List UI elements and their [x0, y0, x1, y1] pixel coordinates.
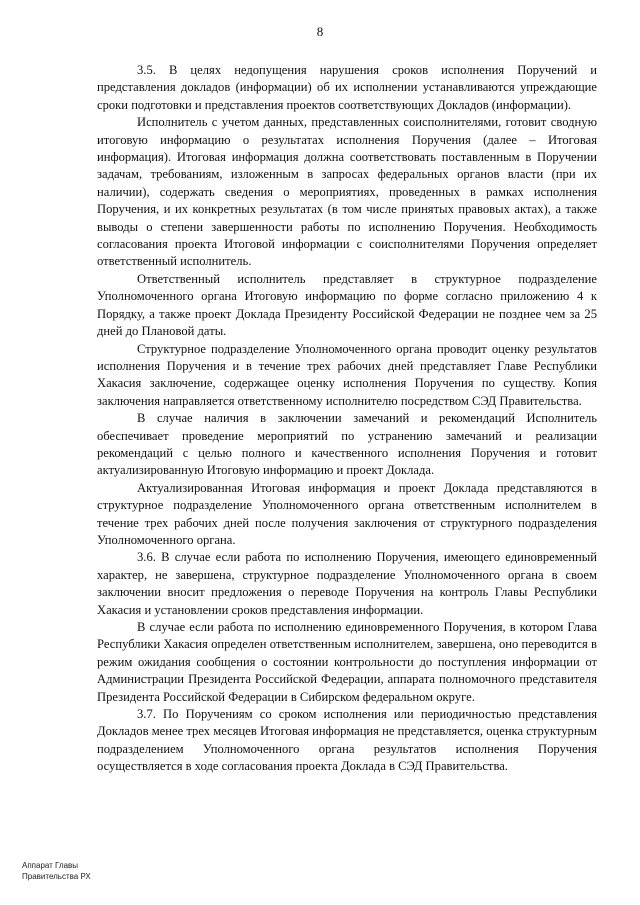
paragraph-final-information: Исполнитель с учетом данных, представленных соисполнителями, готовит сводную итоговую информацию о результатах исполнения Поручения (далее – Итоговая информация). Итоговая информация должна соответствовать поставленным в Поручении задачам, требованиям, изложенным в запросах федеральных органов власти (при их наличии), содержать сведения о мероприятиях, проведенных в рамках исполнения Поручения, и их конкретных результатах (в том числе принятых правовых актах), а также выводы о степени завершенности работы по исполнению Поручения. Необходимость согласования проекта Итоговой информации с соисполнителями Поручения определяет ответственный исполнитель. [97, 115, 597, 269]
paragraph-updated-information: Актуализированная Итоговая информация и проект Доклада представляются в структурное подразделение Уполномоченного органа ответственным исполнителем в течение трех рабочих дней после получения заключения от структурного подразделения Уполномоченного органа. [97, 480, 597, 547]
paragraph-evaluation: Структурное подразделение Уполномоченного органа проводит оценку результатов исполнения Поручения и в течение трех рабочих дней представляет Главе Республики Хакасия заключение, содержащее оценку исполнения Поручения по существу. Копия заключения направляется ответственному исполнителю посредством СЭД Правительства. [97, 341, 597, 408]
paragraph-3-5: 3.5. В целях недопущения нарушения сроков исполнения Поручений и представления докладов (информации) об их исполнении устанавливаются упреждающие сроки подготовки и представления проектов соответствующих Докладов (информации). [97, 63, 597, 112]
paragraph-3-7: 3.7. По Поручениям со сроком исполнения или периодичностью представления Докладов менее трех месяцев Итоговая информация не представляется, оценка структурным подразделением Уполномоченного органа результатов исполнения Поручения осуществляется в ходе согласования проекта Доклада в СЭД Правительства. [97, 707, 597, 774]
page-number: 8 [316, 24, 324, 39]
footer-line-1: Аппарат Главы [22, 861, 79, 870]
footer-line-2: Правительства РХ [22, 872, 91, 881]
paragraph-3-6: 3.6. В случае если работа по исполнению Поручения, имеющего единовременный характер, не завершена, структурное подразделение Уполномоченного органа в своем заключении вносит предложения о переводе Поручения на контроль Главы Республики Хакасия и установлении сроков представления информации. [97, 550, 597, 617]
paragraph-remarks: В случае наличия в заключении замечаний и рекомендаций Исполнитель обеспечивает проведение мероприятий по устранению замечаний и реализации рекомендаций с целью полного и качественного исполнения Поручения и готовит актуализированную Итоговую информацию и проект Доклада. [97, 411, 597, 478]
body-text [97, 62, 597, 776]
paragraph-submission: Ответственный исполнитель представляет в структурное подразделение Уполномоченного органа Итоговую информацию по форме согласно приложению 4 к Порядку, а также проект Доклада Президенту Российской Федерации не позднее чем за 25 дней до Плановой даты. [97, 271, 597, 339]
paragraph-one-time-order: В случае если работа по исполнению единовременного Поручения, в котором Глава Республики Хакасия определен ответственным исполнителем, завершена, оно переводится в режим ожидания сообщения о состоянии контрольности до поступления информации от Администрации Президента Российской Федерации, аппарата полномочного представителя Президента Российской Федерации в Сибирском федеральном округе. [97, 620, 597, 704]
footer-stamp [22, 860, 91, 882]
